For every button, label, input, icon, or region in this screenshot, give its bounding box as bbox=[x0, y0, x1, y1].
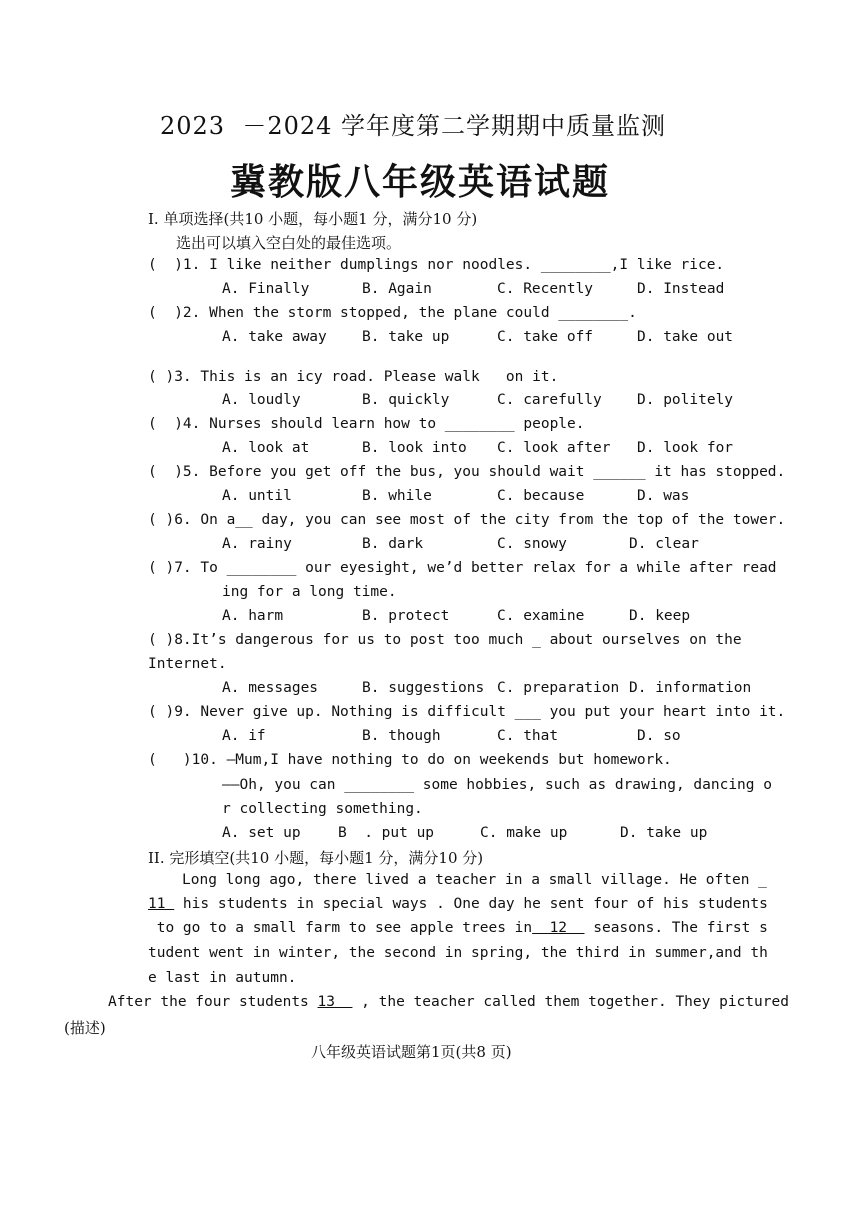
passage-line: e last in autumn. bbox=[148, 970, 297, 986]
option: D. keep bbox=[629, 608, 691, 624]
option: D. information bbox=[629, 680, 752, 696]
option: D. was bbox=[637, 488, 690, 504]
option: D. look for bbox=[637, 440, 734, 456]
section-1-heading: I. 单项选择(共10 小题，每小题1 分，满分10 分) bbox=[148, 210, 478, 228]
page-footer: 八年级英语试题第1页(共8 页) bbox=[311, 1043, 512, 1061]
section-2-heading: II. 完形填空(共10 小题，每小题1 分，满分10 分) bbox=[148, 849, 484, 867]
question-10: ( )10. —Mum,I have nothing to do on weekends but homework. bbox=[148, 752, 672, 768]
option: C. snowy bbox=[497, 536, 567, 552]
option: B. quickly bbox=[362, 392, 450, 408]
option: A. set up bbox=[222, 825, 301, 841]
blank-12: 12 bbox=[532, 920, 585, 936]
option: B. dark bbox=[362, 536, 424, 552]
option: A. take away bbox=[222, 329, 327, 345]
option: C. preparation bbox=[497, 680, 620, 696]
question-7: ( )7. To ________ our eyesight, we’d better relax for a while after read bbox=[148, 560, 777, 576]
option: D. Instead bbox=[637, 281, 725, 297]
passage-line: After the four students 13 , the teacher called them together. They pictured bbox=[108, 994, 789, 1010]
passage-line: tudent went in winter, the second in spring, the third in summer,and th bbox=[148, 945, 768, 961]
option: D. politely bbox=[637, 392, 734, 408]
blank-11: 11 bbox=[148, 896, 175, 912]
option: C. take off bbox=[497, 329, 594, 345]
option: A. rainy bbox=[222, 536, 292, 552]
option: C. that bbox=[497, 728, 559, 744]
option: C. look after bbox=[497, 440, 611, 456]
question-4: ( )4. Nurses should learn how to ________ people. bbox=[148, 416, 585, 432]
question-10-continued: r collecting something. bbox=[222, 801, 423, 817]
option: D. take out bbox=[637, 329, 734, 345]
question-10-reply: ——Oh, you can ________ some hobbies, such as drawing, dancing o bbox=[222, 777, 772, 793]
question-2: ( )2. When the storm stopped, the plane could ________. bbox=[148, 305, 637, 321]
option: D. clear bbox=[629, 536, 699, 552]
option: A. harm bbox=[222, 608, 284, 624]
section-1-instruction: 选出可以填入空白处的最佳选项。 bbox=[176, 234, 402, 252]
option: B. look into bbox=[362, 440, 467, 456]
option: D. take up bbox=[620, 825, 708, 841]
question-3: ( )3. This is an icy road. Please walk on it. bbox=[148, 369, 559, 385]
exam-title: 冀教版八年级英语试题 bbox=[230, 162, 611, 203]
blank-13: 13 bbox=[317, 994, 353, 1010]
option: A. messages bbox=[222, 680, 319, 696]
question-8-continued: Internet. bbox=[148, 656, 227, 672]
option: A. if bbox=[222, 728, 266, 744]
passage-line: 11 his students in special ways . One day he sent four of his students bbox=[148, 896, 768, 912]
option: B. take up bbox=[362, 329, 450, 345]
question-1: ( )1. I like neither dumplings nor noodles. ________,I like rice. bbox=[148, 257, 725, 273]
exam-header-line: 2023 －2024 学年度第二学期期中质量监测 bbox=[160, 112, 667, 140]
option: D. so bbox=[637, 728, 681, 744]
option: B . put up bbox=[338, 825, 435, 841]
option: B. Again bbox=[362, 281, 432, 297]
option: C. make up bbox=[480, 825, 568, 841]
question-9: ( )9. Never give up. Nothing is difficult ___ you put your heart into it. bbox=[148, 704, 786, 720]
passage-line: Long long ago, there lived a teacher in a small village. He often _ bbox=[182, 872, 767, 888]
option: B. suggestions bbox=[362, 680, 485, 696]
option: A. until bbox=[222, 488, 292, 504]
option: A. look at bbox=[222, 440, 310, 456]
option: C. carefully bbox=[497, 392, 602, 408]
option: C. Recently bbox=[497, 281, 594, 297]
option: B. protect bbox=[362, 608, 450, 624]
option: C. examine bbox=[497, 608, 585, 624]
question-7-continued: ing for a long time. bbox=[222, 584, 397, 600]
question-6: ( )6. On a__ day, you can see most of the city from the top of the tower. bbox=[148, 512, 786, 528]
option: A. loudly bbox=[222, 392, 301, 408]
passage-line: (描述) bbox=[64, 1019, 106, 1037]
option: A. Finally bbox=[222, 281, 310, 297]
question-8: ( )8.It’s dangerous for us to post too much _ about ourselves on the bbox=[148, 632, 742, 648]
option: B. though bbox=[362, 728, 441, 744]
question-5: ( )5. Before you get off the bus, you should wait ______ it has stopped. bbox=[148, 464, 786, 480]
option: C. because bbox=[497, 488, 585, 504]
passage-line: to go to a small farm to see apple trees in 12 seasons. The first s bbox=[148, 920, 768, 936]
option: B. while bbox=[362, 488, 432, 504]
